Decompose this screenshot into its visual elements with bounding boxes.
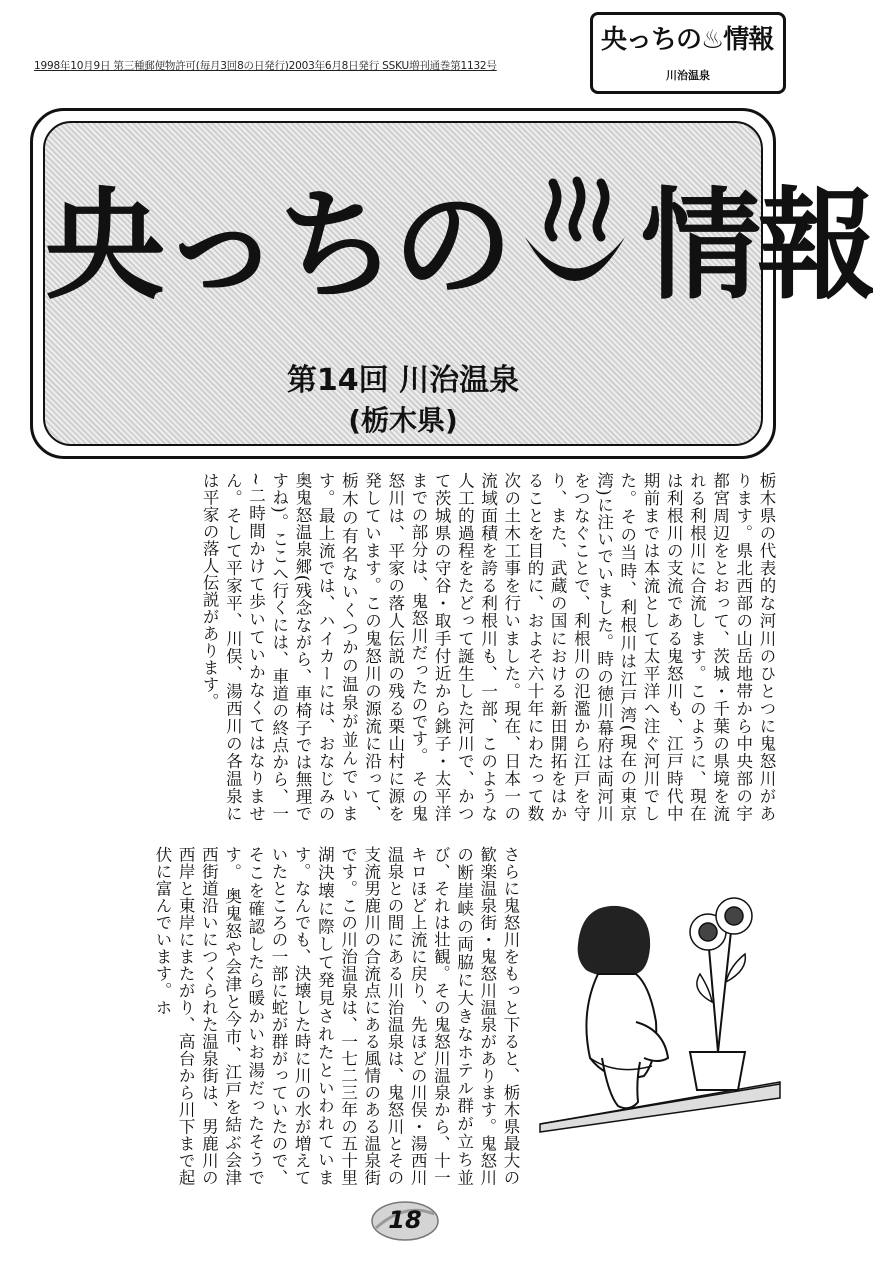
title-right: 情報 [641, 175, 873, 316]
article-column-1: 栃木県の代表的な河川のひとつに鬼怒川があります。県北西部の山岳地帯から中央部の宇都宮周辺をとおって、茨城・千葉の県境を流れる利根川に合流します。このように、現在は利根川の支流である鬼怒川も、江戸時代中期前までは本流として太平洋へ注ぐ河川でした。その当時、利根川は江戸湾(現在の東京湾)に注いでいました。時の徳川幕府は両河川をつなぐことで、利根川の氾濫から江戸を守り、また、武蔵の国における新田開拓をはかることを目的に、およそ六十年にわたって数次の土木工事を行いました。現在、日本一の流域面積を誇る利根川も、一部、このような人工的過程をたどって誕生した河川で、かつて茨城県の守谷・取手付近から銚子・太平洋までの部分は、鬼怒川だったのです。 その鬼怒川は、平家の落人伝説の残る栗山村に源を発しています。この鬼怒川の源流に沿って、栃木の有名ないくつかの温泉が並んでいます。最上流では、ハイカーには、おなじみの奥鬼怒温泉郷(残念ながら、車椅子では無理ですね)。ここへ行くには、車道の終点から、一~二時間かけて歩いていかなくてはなりません。そして平家平、川俣、湯西川の各温泉には平家の落人伝説があります。 [200, 472, 776, 822]
page-number: 18 [388, 1206, 422, 1234]
corner-logo-subtitle: 川治温泉 [666, 69, 710, 82]
page-title [45, 175, 873, 316]
title-banner [30, 108, 873, 459]
corner-logo-title: 央っちの♨情報 [601, 25, 774, 55]
publication-info: 1998年10月9日 第三種郵便物許可(毎月3回8の日発行)2003年6月8日発行 SSKU増刊通巻第1132号 [34, 60, 497, 72]
page-number-badge [370, 1198, 440, 1244]
prefecture-label: (栃木県) [348, 404, 458, 437]
title-left: 央っちの [45, 175, 509, 316]
corner-logo [590, 12, 786, 94]
episode-subtitle: 第14回 川治温泉 [286, 363, 520, 398]
article-column-2: さらに鬼怒川をもっと下ると、栃木県最大の歓楽温泉街・鬼怒川温泉があります。鬼怒川の断崖峡の両脇に大きなホテル群が立ち並び、それは壮観。その鬼怒川温泉から、十一キロほど上流に戻り、先ほどの川俣・湯西川温泉との間にある川治温泉は、鬼怒川とその支流男鹿川の合流点にある風情のある温泉街です。この川治温泉は、一七二三年の五十里湖決壊に際して発見されたといわれています。なんでも、決壊した時に川の水が増えていたところの一部に蛇が群がっていたので、そこを確認したら暖かいお湯だったそうです。 奥鬼怒や会津と今市、江戸を結ぶ会津西街道沿いにつくられた温泉街は、男鹿川の西岸と東岸にまたがり、高台から川下まで起伏に富んでいます。ホ [152, 846, 520, 1186]
hot-spring-icon [515, 175, 635, 295]
banner-inner [43, 121, 873, 446]
child-sunflower-illustration [540, 862, 780, 1132]
